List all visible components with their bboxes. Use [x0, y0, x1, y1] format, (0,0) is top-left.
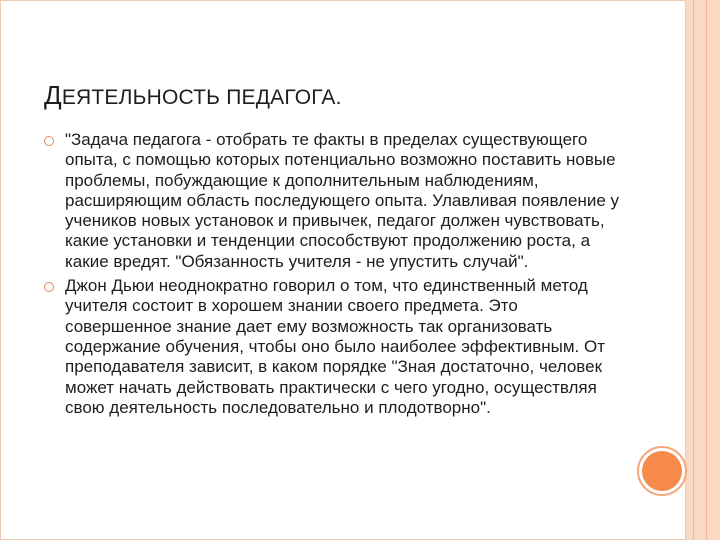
- decorative-band-line: [706, 0, 707, 540]
- circle-bullet-icon: [44, 282, 54, 292]
- list-item: [44, 276, 624, 418]
- bullet-text: Джон Дьюи неоднократно говорил о том, что единственный метод учителя состоит в хорошем знании своего предмета. Это совершенное знание дает ему возможность так организовать содержание обучения, чтобы оно было наиболее эффективным. От преподавателя зависит, в каком порядке "Зная достаточно, человек может начать действовать практически с чего угодно, осуществляя свою деятельность последовательно и плодотворно".: [65, 276, 606, 417]
- list-item: [44, 130, 624, 272]
- bullet-list: [44, 130, 624, 422]
- decorative-side-band: [686, 0, 720, 540]
- title-rest: ЕЯТЕЛЬНОСТЬ ПЕДАГОГА.: [61, 86, 342, 109]
- bullet-text: "Задача педагога - отобрать те факты в пределах существующего опыта, с помощью которых потенциально возможно поставить новые проблемы, побуждающие к дополнительным наблюдениям, расширяющим область последующего опыта. Улавливая появление у учеников новых установок и привычек, педагог должен чувствовать, какие установки и тенденции способствуют продолжению роста, а какие вредят. "Обязанность учителя - не упустить случай".: [65, 130, 620, 271]
- circle-bullet-icon: [44, 136, 54, 146]
- title-first-letter: Д: [44, 80, 62, 110]
- decorative-band-line: [693, 0, 694, 540]
- slide-title: [44, 80, 342, 111]
- decorative-circle-icon: [642, 451, 682, 491]
